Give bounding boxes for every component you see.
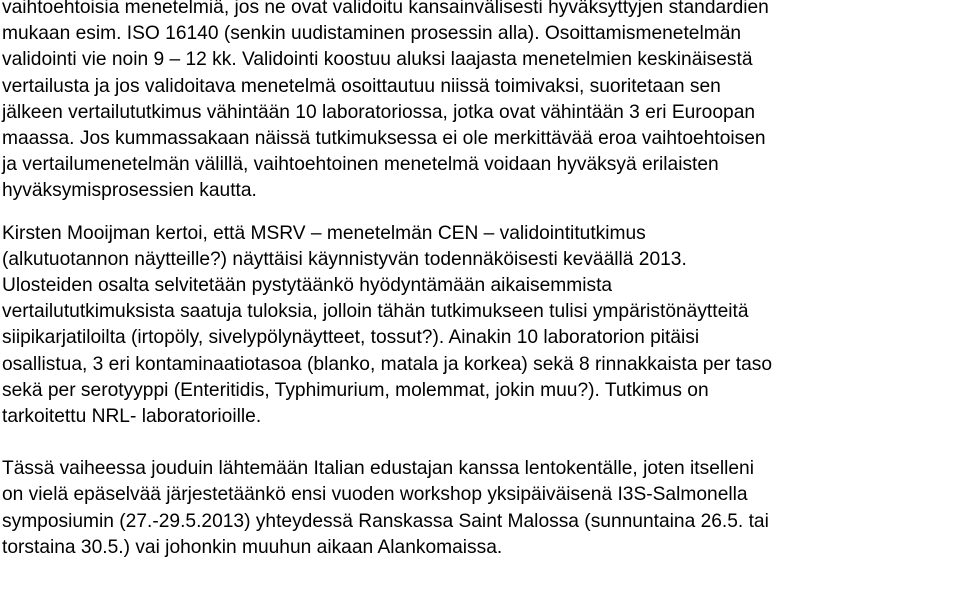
text-line: osallistua, 3 eri kontaminaatiotasoa (blanko, matala ja korkea) sekä 8 rinnakkaista per taso <box>2 353 773 375</box>
paragraph-validation <box>2 0 958 205</box>
text-line: vaihtoehtoisia menetelmiä, jos ne ovat validoitu kansainvälisesti hyväksyttyjen standardien <box>2 0 769 18</box>
text-line: validointi vie noin 9 – 12 kk. Validointi koostuu aluksi laajasta menetelmien keskinäisestä <box>2 49 753 71</box>
text-line: Kirsten Mooijman kertoi, että MSRV – menetelmän CEN – validointitutkimus <box>2 222 646 244</box>
text-line: (alkutuotannon näytteille?) näyttäisi käynnistyvän todennäköisesti keväällä 2013. <box>2 248 687 270</box>
text-line: symposiumin (27.-29.5.2013) yhteydessä Ranskassa Saint Malossa (sunnuntaina 26.5. tai <box>2 510 769 532</box>
paragraph-spacer <box>2 205 958 221</box>
text-line: jälkeen vertailututkimus vähintään 10 laboratoriossa, jotka ovat vähintään 3 eri Euroopan <box>2 101 756 123</box>
text-line: on vielä epäselvää järjestetäänkö ensi vuoden workshop yksipäiväisenä I3S-Salmonella <box>2 484 748 506</box>
text-line: mukaan esim. ISO 16140 (senkin uudistaminen prosessin alla). Osoittamismenetelmän <box>2 23 742 45</box>
text-line: vertailusta ja jos validoitava menetelmä osoittautuu niissä toimivaksi, suoritetaan sen <box>2 75 721 97</box>
text-line: vertailututkimuksista saatuja tuloksia, jolloin tähän tutkimukseen tulisi ympäristönäytteitä <box>2 301 749 323</box>
text-line: Tässä vaiheessa jouduin lähtemään Italian edustajan kanssa lentokentälle, joten itselleni <box>2 458 754 480</box>
text-line: siipikarjatiloilta (irtopöly, sivelypölynäytteet, tossut?). Ainakin 10 laboratorion pitäisi <box>2 327 700 349</box>
text-line: sekä per serotyyppi (Enteritidis, Typhimurium, molemmat, jokin muu?). Tutkimus on <box>2 379 709 401</box>
document-page <box>2 0 958 561</box>
text-line: torstaina 30.5.) vai johonkin muuhun aikaan Alankomaissa. <box>2 536 503 558</box>
text-line: ja vertailumenetelmän välillä, vaihtoehtoinen menetelmä voidaan hyväksyä erilaisten <box>2 154 719 176</box>
text-line: tarkoitettu NRL- laboratorioille. <box>2 406 262 428</box>
paragraph-spacer <box>2 430 958 456</box>
paragraph-workshop <box>2 456 958 561</box>
text-line: maassa. Jos kummassakaan näissä tutkimuksessa ei ole merkittävää eroa vaihtoehtoisen <box>2 128 766 150</box>
text-line: hyväksymisprosessien kautta. <box>2 180 257 202</box>
text-line: Ulosteiden osalta selvitetään pystytäänkö hyödyntämään aikaisemmista <box>2 275 613 297</box>
paragraph-msrv-study <box>2 221 958 431</box>
